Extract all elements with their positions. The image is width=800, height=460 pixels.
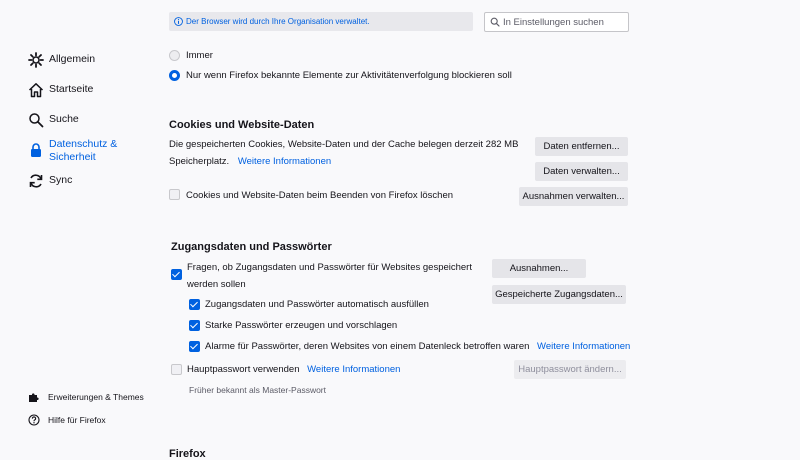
settings-search[interactable] — [484, 12, 629, 32]
login-exceptions-button[interactable]: Ausnahmen... — [492, 259, 586, 278]
sidebar-item-search[interactable] — [28, 112, 79, 128]
delete-on-close-checkbox[interactable] — [169, 189, 180, 200]
saved-logins-button[interactable]: Gespeicherte Zugangsdaten... — [492, 285, 626, 304]
sidebar-footer-label: Hilfe für Firefox — [48, 415, 106, 425]
breach-alerts-label — [205, 341, 630, 352]
sidebar-item-privacy[interactable] — [28, 137, 117, 164]
suggest-passwords-checkbox[interactable] — [189, 320, 200, 331]
tracking-option-always-label: Immer — [186, 50, 213, 61]
change-primary-password-button[interactable]: Hauptpasswort ändern... — [514, 360, 626, 379]
cookies-description-line1: Die gespeicherten Cookies, Website-Daten und der Cache belegen derzeit 282 MB — [169, 139, 519, 150]
formerly-known-note: Früher bekannt als Master-Passwort — [189, 385, 326, 395]
tracking-radio-always[interactable] — [169, 50, 180, 61]
sidebar-footer-addons[interactable] — [28, 391, 144, 403]
lock-icon — [28, 142, 44, 158]
puzzle-icon — [28, 391, 40, 403]
search-icon — [490, 17, 500, 27]
sidebar-item-sync[interactable] — [28, 173, 72, 189]
home-icon — [28, 82, 44, 98]
sidebar-item-general[interactable] — [28, 52, 95, 68]
breach-alerts-text: Alarme für Passwörter, deren Websites von einem Datenleck betroffen waren — [205, 341, 530, 352]
ask-save-logins-checkbox[interactable] — [171, 269, 182, 280]
tracking-option-known-label: Nur wenn Firefox bekannte Elemente zur Aktivitätenverfolgung blockieren soll — [186, 70, 512, 81]
cookies-heading: Cookies und Website-Daten — [169, 119, 315, 131]
cookies-description-line2 — [169, 156, 331, 167]
breach-alerts-checkbox[interactable] — [189, 341, 200, 352]
sidebar-footer-help[interactable] — [28, 414, 106, 426]
primary-password-more-info-link[interactable]: Weitere Informationen — [307, 364, 401, 375]
autofill-logins-label: Zugangsdaten und Passwörter automatisch ausfüllen — [205, 299, 429, 310]
sidebar-item-label: Sync — [49, 174, 73, 186]
policy-notice-text: Der Browser wird durch Ihre Organisation verwaltet. — [186, 17, 370, 26]
cookies-more-info-link[interactable]: Weitere Informationen — [237, 156, 332, 167]
primary-password-text: Hauptpasswort verwenden — [187, 364, 300, 375]
autofill-logins-checkbox[interactable] — [189, 299, 200, 310]
next-section-heading: Firefox — [169, 448, 206, 460]
info-icon — [174, 17, 183, 26]
logins-heading: Zugangsdaten und Passwörter — [171, 241, 332, 253]
sidebar-item-label-line1: Datenschutz & — [49, 138, 118, 150]
delete-on-close-label: Cookies und Website-Daten beim Beenden von Firefox löschen — [186, 190, 454, 201]
clear-data-button[interactable]: Daten entfernen... — [535, 137, 628, 156]
suggest-passwords-label: Starke Passwörter erzeugen und vorschlagen — [205, 320, 398, 331]
tracking-radio-known[interactable] — [169, 70, 180, 81]
cookies-description-text: Speicherplatz. — [169, 156, 230, 167]
search-input[interactable] — [503, 17, 623, 28]
manage-data-button[interactable]: Daten verwalten... — [535, 162, 628, 181]
policy-notice[interactable] — [169, 12, 473, 31]
sidebar-item-label: Startseite — [49, 83, 94, 95]
sync-icon — [28, 173, 44, 189]
primary-password-label — [187, 364, 400, 375]
primary-password-checkbox[interactable] — [171, 364, 182, 375]
sidebar-item-home[interactable] — [28, 82, 93, 98]
sidebar-item-label: Allgemein — [49, 53, 96, 65]
cookie-exceptions-button[interactable]: Ausnahmen verwalten... — [519, 187, 628, 206]
ask-save-logins-label-line1: Fragen, ob Zugangsdaten und Passwörter für Websites gespeichert — [187, 262, 472, 273]
sidebar-item-label-line2: Sicherheit — [49, 151, 96, 163]
sidebar-item-label: Suche — [49, 113, 79, 125]
gear-icon — [28, 52, 44, 68]
help-icon — [28, 414, 40, 426]
ask-save-logins-label-line2: werden sollen — [187, 279, 246, 290]
search-icon — [28, 112, 44, 128]
breach-alerts-more-info-link[interactable]: Weitere Informationen — [537, 341, 631, 352]
sidebar-item-label — [49, 137, 117, 164]
sidebar-footer-label: Erweiterungen & Themes — [48, 392, 144, 402]
